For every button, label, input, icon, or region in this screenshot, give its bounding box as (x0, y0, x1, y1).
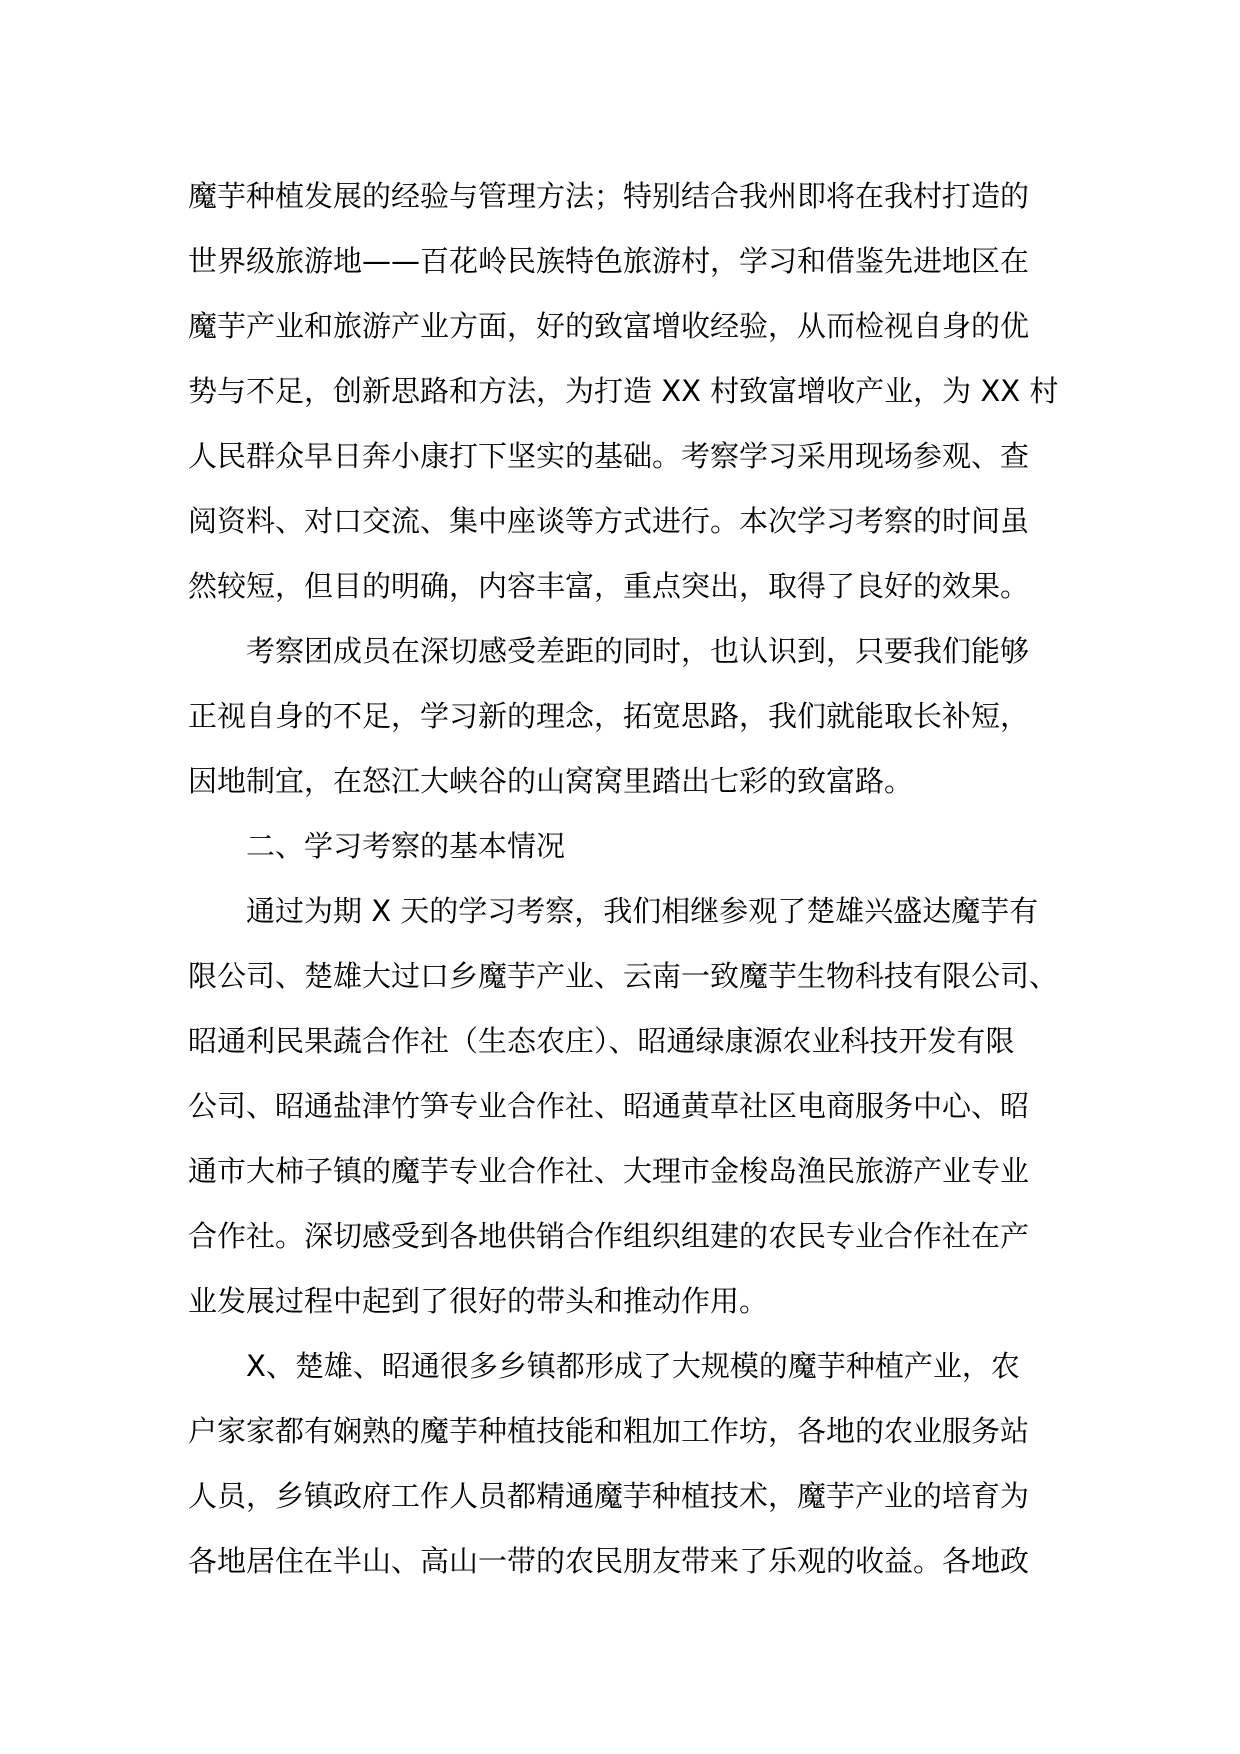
text-line: 正视自身的不足，学习新的理念，拓宽思路，我们就能取长补短， (188, 699, 1030, 733)
section-heading (188, 814, 1068, 879)
paragraph-3 (188, 879, 1068, 1334)
text-line: 势与不足，创新思路和方法，为打造 XX 村致富增收产业，为 XX 村 (188, 374, 1059, 408)
text-line: 考察团成员在深切感受差距的同时，也认识到，只要我们能够 (246, 634, 1030, 668)
text-line: 公司、昭通盐津竹笋专业合作社、昭通黄草社区电商服务中心、昭 (188, 1089, 1030, 1123)
paragraph-2 (188, 619, 1068, 814)
text-line: 人民群众早日奔小康打下坚实的基础。考察学习采用现场参观、查 (188, 439, 1030, 473)
paragraph-4 (188, 1334, 1068, 1594)
text-line: 各地居住在半山、高山一带的农民朋友带来了乐观的收益。各地政 (188, 1544, 1030, 1578)
text-line: X、楚雄、昭通很多乡镇都形成了大规模的魔芋种植产业，农 (246, 1349, 1020, 1383)
paragraph-1 (188, 164, 1068, 619)
heading-text: 二、学习考察的基本情况 (246, 829, 566, 863)
text-line: 业发展过程中起到了很好的带头和推动作用。 (188, 1284, 769, 1318)
text-line: 然较短，但目的明确，内容丰富，重点突出，取得了良好的效果。 (188, 569, 1030, 603)
text-line: 合作社。深切感受到各地供销合作组织组建的农民专业合作社在产 (188, 1219, 1030, 1253)
text-line: 昭通利民果蔬合作社（生态农庄）、昭通绿康源农业科技开发有限 (188, 1024, 1015, 1058)
text-line: 魔芋产业和旅游产业方面，好的致富增收经验，从而检视自身的优 (188, 309, 1030, 343)
text-line: 人员，乡镇政府工作人员都精通魔芋种植技术，魔芋产业的培育为 (188, 1479, 1030, 1513)
text-line: 魔芋种植发展的经验与管理方法；特别结合我州即将在我村打造的 (188, 179, 1030, 213)
document-body (188, 164, 1068, 1594)
text-line: 户家家都有娴熟的魔芋种植技能和粗加工作坊，各地的农业服务站 (188, 1414, 1030, 1448)
text-line: 通市大柿子镇的魔芋专业合作社、大理市金梭岛渔民旅游产业专业 (188, 1154, 1030, 1188)
text-line: 通过为期 X 天的学习考察，我们相继参观了楚雄兴盛达魔芋有 (246, 894, 1039, 928)
text-line: 阅资料、对口交流、集中座谈等方式进行。本次学习考察的时间虽 (188, 504, 1030, 538)
text-line: 因地制宜，在怒江大峡谷的山窝窝里踏出七彩的致富路。 (188, 764, 914, 798)
text-line: 限公司、楚雄大过口乡魔芋产业、云南一致魔芋生物科技有限公司、 (188, 959, 1059, 993)
text-line: 世界级旅游地——百花岭民族特色旅游村，学习和借鉴先进地区在 (188, 244, 1030, 278)
